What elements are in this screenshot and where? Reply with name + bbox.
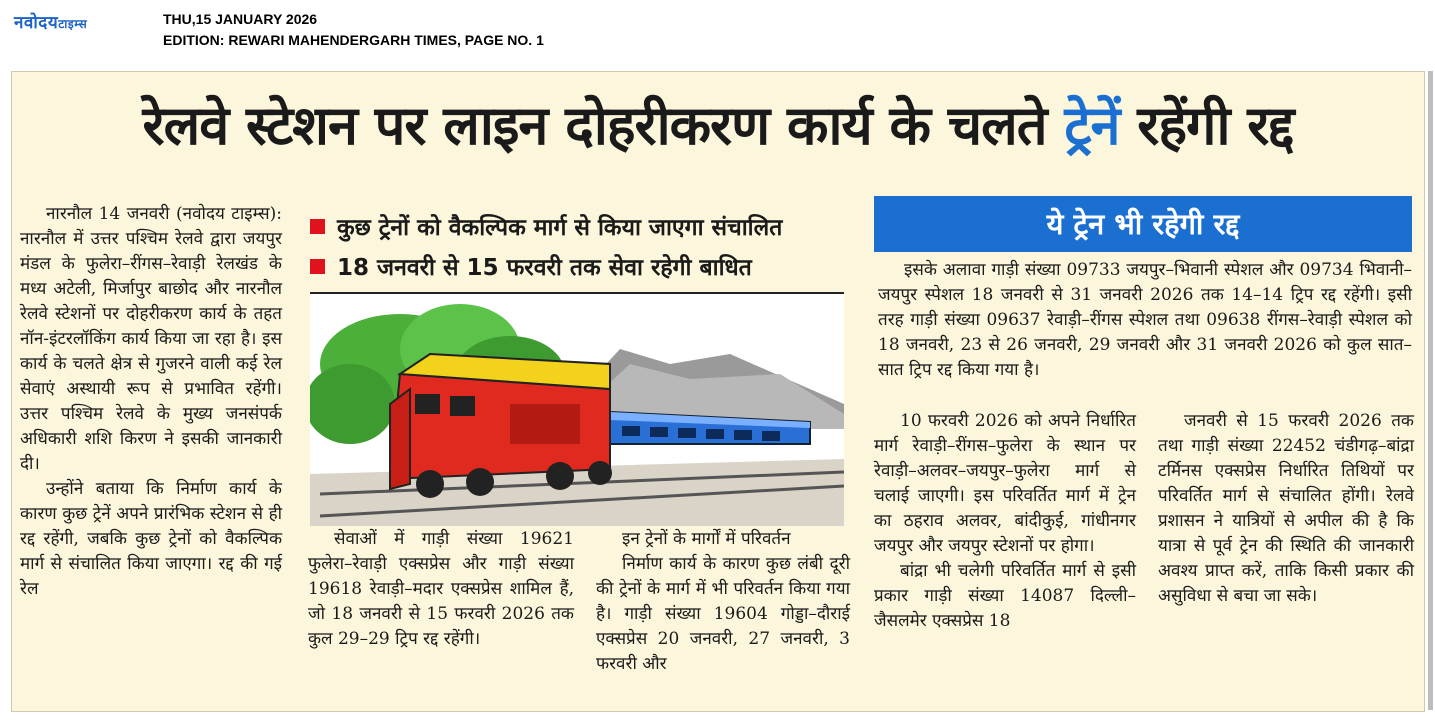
red-square-bullet-icon bbox=[310, 259, 325, 274]
epaper-header bbox=[0, 0, 1435, 60]
logo-tail-text: टाइम्स bbox=[58, 17, 88, 31]
headline-highlight: ट्रेनें bbox=[1064, 94, 1120, 157]
article-headline bbox=[12, 86, 1424, 160]
subheadline-item bbox=[310, 206, 850, 246]
headline-part2: रहेंगी रद्द bbox=[1119, 94, 1294, 157]
red-square-bullet-icon bbox=[310, 219, 325, 234]
subheading: इन ट्रेनों के मार्गों में परिवर्तन bbox=[622, 529, 791, 549]
subheadline-item bbox=[310, 246, 850, 286]
subheadline-text: कुछ ट्रेनों को वैकल्पिक मार्ग से किया जाएगा संचालित bbox=[337, 215, 783, 241]
scrollbar[interactable] bbox=[1428, 71, 1433, 710]
paragraph: उन्होंने बताया कि निर्माण कार्य के कारण कुछ ट्रेनें अपने प्रारंभिक स्टेशन से ही रद्द रहेंगी, जबकि कुछ ट्रेनों को वैकल्पिक मार्ग से संचालित किया जाएगा। रद्द की गई रेल bbox=[20, 479, 282, 599]
paragraph: निर्माण कार्य के कारण कुछ लंबी दूरी की ट्रेनों के मार्ग में भी परिवर्तन किया गया है। गाड़ी संख्या 19604 गोड्डा–दौराई एक्सप्रेस 20 जनवरी, 27 जनवरी, 3 फरवरी और bbox=[596, 554, 850, 674]
paragraph: बांद्रा भी चलेगी परिवर्तित मार्ग से इसी प्रकार गाड़ी संख्या 14087 दिल्ली–जैसलमेर एक्सप्रेस 18 bbox=[874, 561, 1136, 631]
paragraph: 10 फरवरी 2026 को अपने निर्धारित मार्ग रेवाड़ी–रींगस–फुलेरा के स्थान पर रेवाड़ी–अलवर–जयपुर–फुलेरा मार्ग से चलाई जाएगी। इस परिवर्तित मार्ग में ट्रेन का ठहराव अलवर, बांदीकुई, गांधीनगर जयपुर और जयपुर स्टेशनों पर होगा। bbox=[874, 411, 1136, 556]
publication-logo[interactable] bbox=[14, 10, 87, 33]
paragraph: इसके अलावा गाड़ी संख्या 09733 जयपुर–भिवानी स्पेशल और 09734 भिवानी–जयपुर स्पेशल 18 जनवरी से 31 जनवरी 2026 तक 14–14 ट्रिप रद्द रहेंगी। इसी तरह गाड़ी संख्या 09637 रेवाड़ी–रींगस स्पेशल तथा 09638 रींगस–रेवाड़ी स्पेशल को 18 जनवरी, 23 से 26 जनवरी, 29 जनवरी और 31 जनवरी 2026 को कुल सात–सात ट्रिप रद्द किया गया है। bbox=[878, 260, 1412, 380]
paragraph: जनवरी से 15 फरवरी 2026 तक तथा गाड़ी संख्या 22452 चंडीगढ़–बांद्रा टर्मिनस एक्सप्रेस निर्धारित तिथियों पर परिवर्तित मार्ग से संचालित होंगी। रेलवे प्रशासन ने यात्रियों से अपील की है कि यात्रा से पूर्व ट्रेन की स्थिति की जानकारी अवश्य प्राप्त करें, ताकि किसी प्रकार की असुविधा से बचा जा सके। bbox=[1158, 411, 1414, 606]
train-illustration-icon bbox=[310, 294, 844, 526]
logo-main-text: नवोदय bbox=[14, 13, 59, 33]
news-clipping bbox=[11, 71, 1425, 712]
subheadline-text: 18 जनवरी से 15 फरवरी तक सेवा रहेगी बाधित bbox=[337, 255, 752, 281]
edition-name: EDITION: REWARI MAHENDERGARH TIMES, PAGE NO. 1 bbox=[163, 32, 544, 48]
article-column-2 bbox=[308, 527, 574, 652]
headline-part1: रेलवे स्टेशन पर लाइन दोहरीकरण कार्य के चलते bbox=[142, 94, 1065, 157]
edition-info bbox=[163, 9, 544, 51]
edition-date: THU,15 JANUARY 2026 bbox=[163, 11, 318, 27]
section-box-title: ये ट्रेन भी रहेगी रद्द bbox=[874, 196, 1412, 252]
article-column-5 bbox=[874, 409, 1136, 634]
paragraph: नारनौल 14 जनवरी (नवोदय टाइम्स): नारनौल में उत्तर पश्चिम रेलवे द्वारा जयपुर मंडल के फुलेरा–रींगस–रेवाड़ी रेलखंड के मध्य अटेली, मिर्जापुर बाछोद और नारनौल रेलवे स्टेशनों पर दोहरीकरण कार्य के तहत नॉन-इंटरलॉकिंग कार्य किया जा रहा है। इस कार्य के चलते क्षेत्र से गुजरने वाली कई रेल सेवाएं अस्थायी रूप से प्रभावित रहेंगी। उत्तर पश्चिम रेलवे के मुख्य जनसंपर्क अधिकारी शशि किरण ने इसकी जानकारी दी। bbox=[20, 204, 282, 474]
subheadline-list bbox=[310, 206, 850, 286]
article-column-6 bbox=[1158, 409, 1414, 609]
article-column-1 bbox=[20, 202, 282, 602]
article-column-4 bbox=[878, 258, 1412, 383]
train-illustration bbox=[310, 292, 844, 526]
paragraph: सेवाओं में गाड़ी संख्या 19621 फुलेरा–रेवाड़ी एक्सप्रेस और गाड़ी संख्या 19618 रेवाड़ी–मदार एक्सप्रेस शामिल हैं, जो 18 जनवरी से 15 फरवरी 2026 तक कुल 29–29 ट्रिप रद्द रहेंगी। bbox=[308, 529, 574, 649]
article-column-3 bbox=[596, 527, 850, 677]
